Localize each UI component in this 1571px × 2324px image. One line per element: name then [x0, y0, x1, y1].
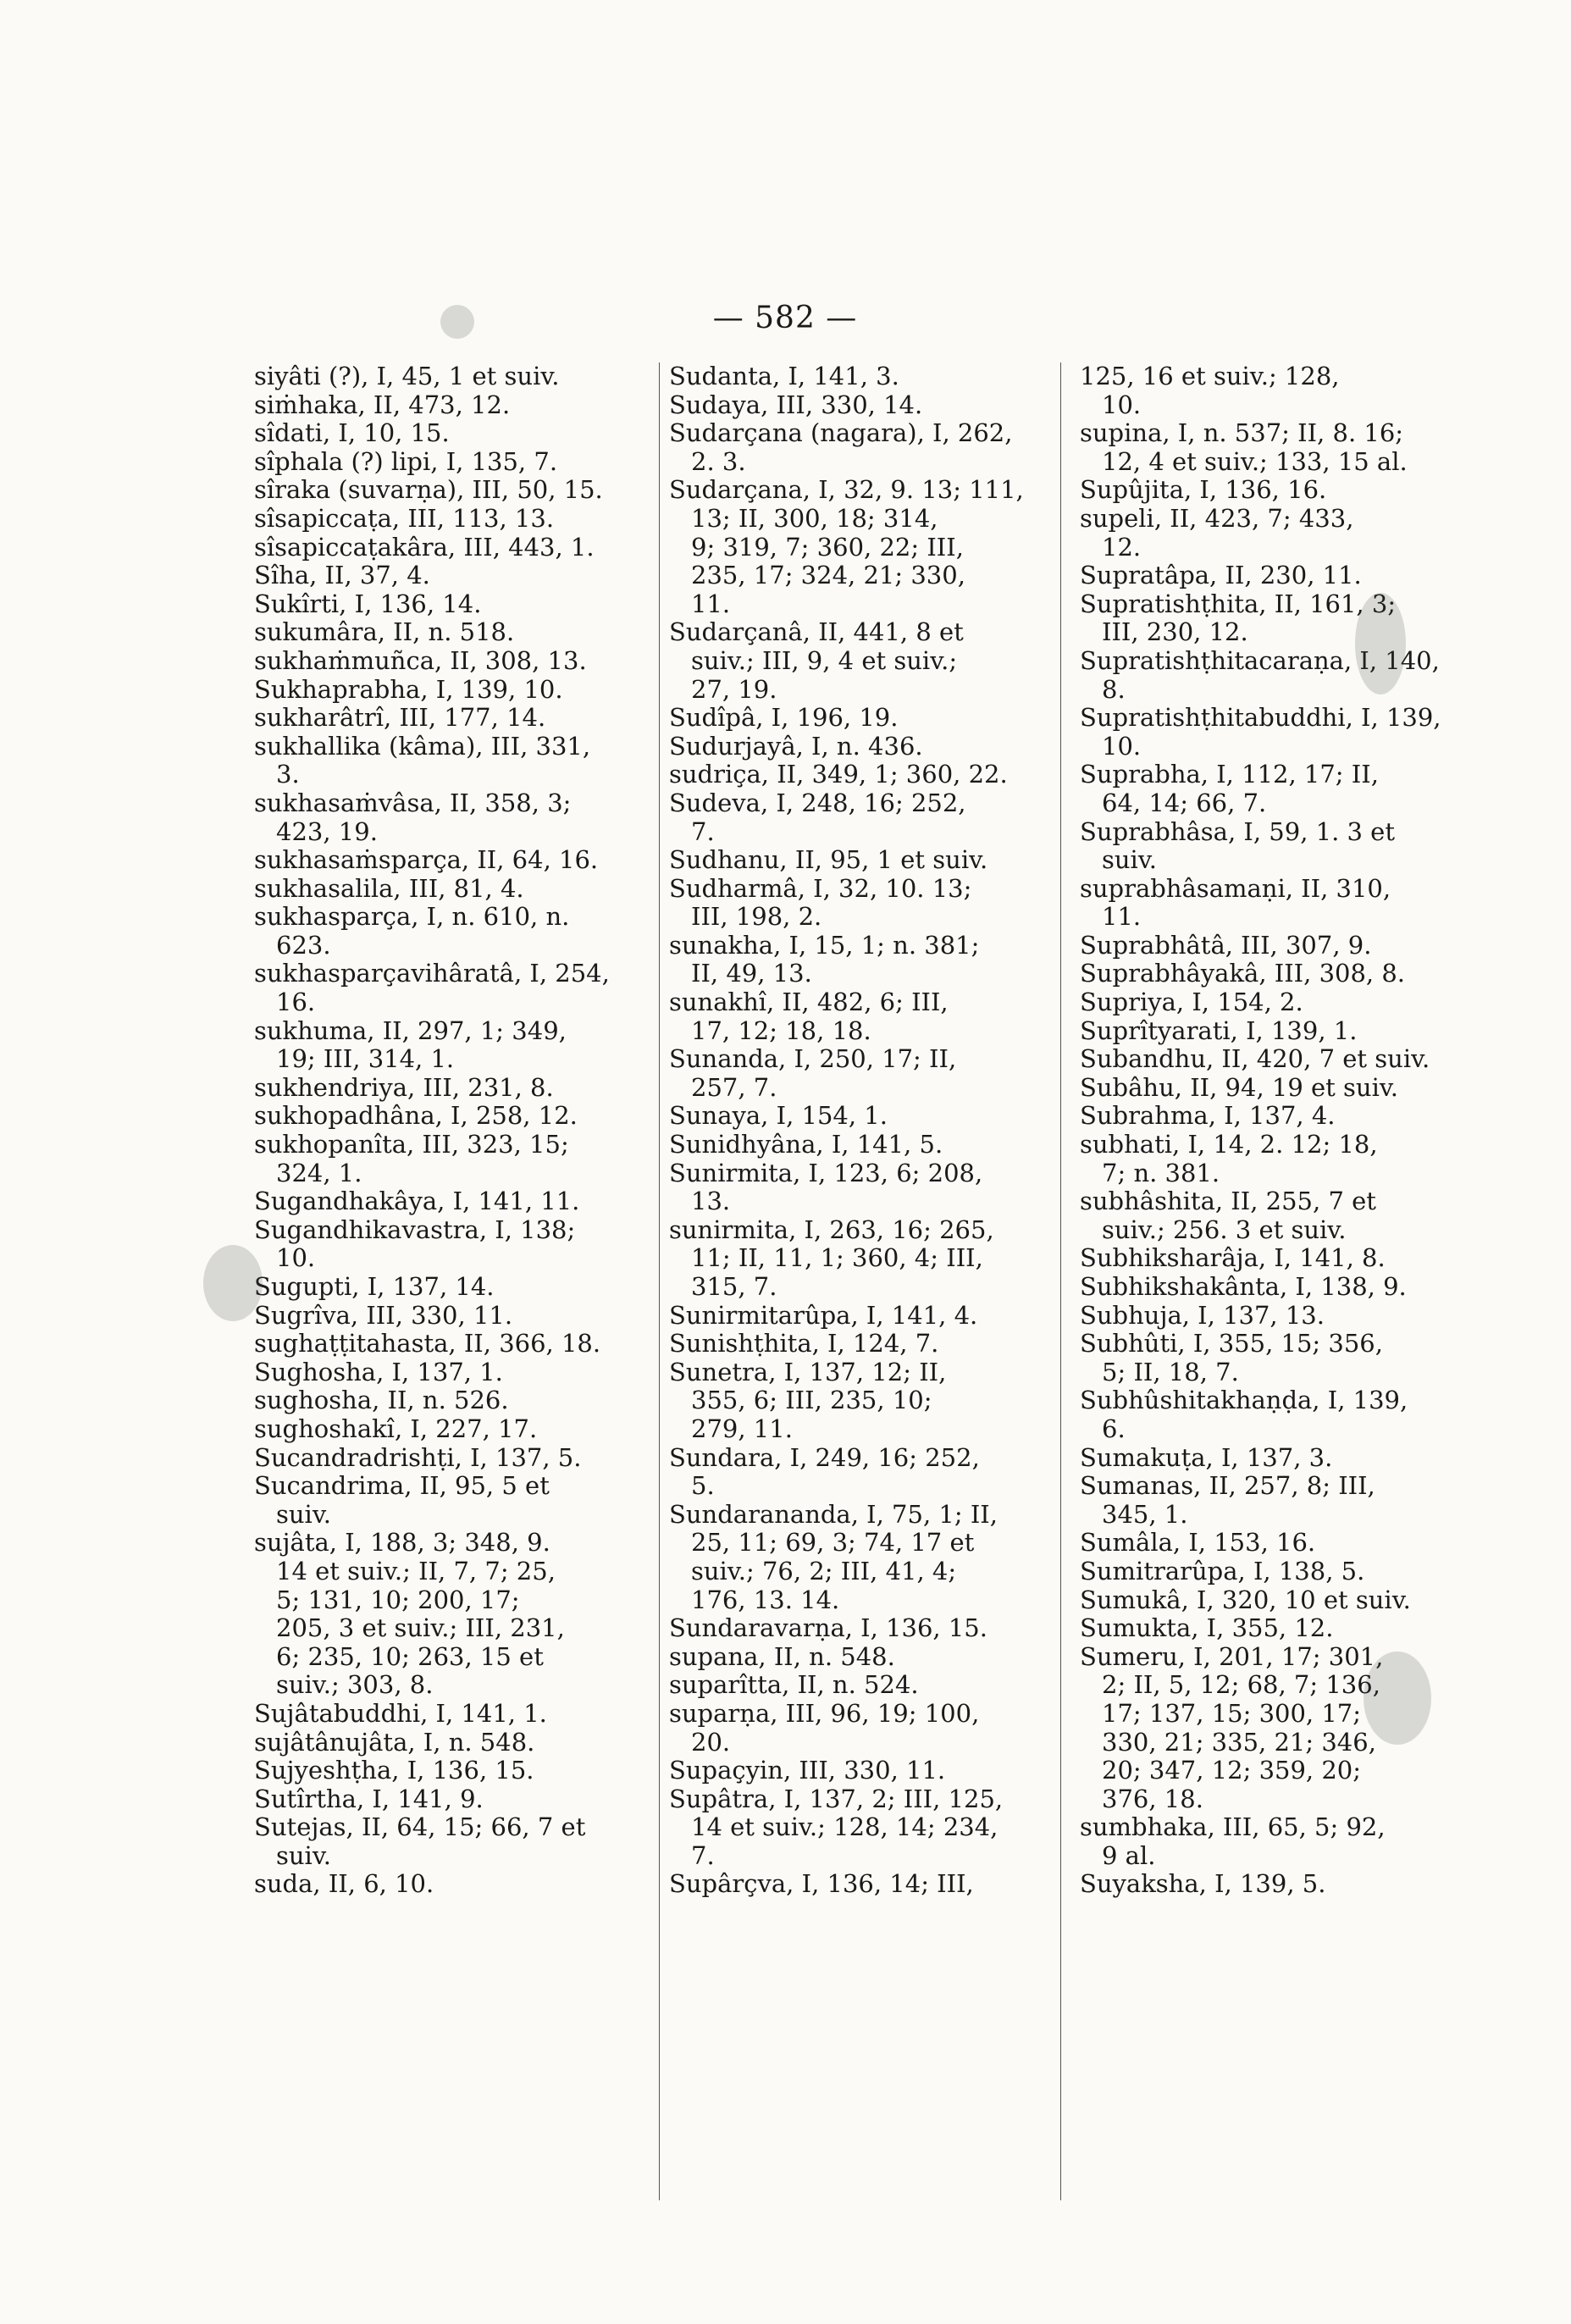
entry-continuation: 355, 6; III, 235, 10; [691, 1386, 932, 1415]
index-entry [1080, 1017, 1444, 1046]
entry-continuation: 345, 1. [1102, 1499, 1188, 1529]
index-entry [669, 1045, 1067, 1102]
index-entry [254, 419, 652, 448]
index-entry [254, 1187, 652, 1216]
index-entry [1080, 1131, 1444, 1187]
index-entry [254, 647, 652, 676]
index-entry [254, 476, 652, 505]
index-entry [254, 1302, 652, 1331]
index-entry [254, 1757, 652, 1785]
entry-text: Sunanda, I, 250, 17; II, [669, 1044, 957, 1074]
index-entry [254, 1386, 652, 1415]
page-number: — 582 — [712, 301, 858, 335]
index-entry [1080, 988, 1444, 1017]
index-entry [254, 875, 652, 904]
entry-text: sukhendriya, III, 231, 8. [254, 1072, 554, 1102]
entry-text: Sundaravarṇa, I, 136, 15. [669, 1613, 987, 1643]
entry-text: Subhuja, I, 137, 13. [1080, 1300, 1325, 1330]
entry-continuation: 14 et suiv.; 128, 14; 234, [691, 1812, 998, 1842]
index-entry [1080, 362, 1444, 419]
entry-continuation: 10. [276, 1243, 316, 1273]
entry-continuation: suiv. [1102, 845, 1157, 875]
entry-text: Sumâla, I, 153, 16. [1080, 1528, 1316, 1558]
entry-text: suparṇa, III, 96, 19; 100, [669, 1698, 980, 1728]
index-entry [254, 505, 652, 534]
entry-continuation: 7; n. 381. [1102, 1158, 1220, 1187]
entry-continuation: 27, 19. [691, 674, 777, 704]
index-entry [1080, 1302, 1444, 1331]
index-entry [669, 761, 1067, 789]
index-entry [669, 846, 1067, 875]
entry-text: suda, II, 6, 10. [254, 1869, 434, 1899]
index-entry [254, 1273, 652, 1302]
index-entry [669, 932, 1067, 988]
entry-continuation: 64, 14; 66, 7. [1102, 788, 1267, 817]
entry-text: Sutejas, II, 64, 15; 66, 7 et [254, 1812, 586, 1842]
index-entry [669, 1444, 1067, 1501]
entry-text: Subhûti, I, 355, 15; 356, [1080, 1329, 1383, 1358]
entry-text: Suprabhâtâ, III, 307, 9. [1080, 930, 1372, 960]
entry-continuation: 11. [691, 589, 731, 618]
index-entry [254, 562, 652, 590]
entry-text: Sujyeshṭha, I, 136, 15. [254, 1756, 534, 1785]
entry-text: sukhasalila, III, 81, 4. [254, 873, 524, 903]
entry-text: Sudurjayâ, I, n. 436. [669, 731, 923, 761]
entry-text: sughoshakî, I, 227, 17. [254, 1414, 538, 1443]
index-entry [254, 1017, 652, 1074]
entry-continuation: 5; 131, 10; 200, 17; [276, 1585, 520, 1614]
entry-text: Sumeru, I, 201, 17; 301, [1080, 1641, 1384, 1671]
index-entry [254, 1870, 652, 1899]
index-entry [669, 391, 1067, 420]
index-entry [669, 1671, 1067, 1700]
entry-text: Sumakuṭa, I, 137, 3. [1080, 1442, 1333, 1472]
index-entry [669, 1159, 1067, 1216]
entry-text: Sudaya, III, 330, 14. [669, 390, 923, 419]
entry-text: sukhasparçavihâratâ, I, 254, [254, 959, 610, 988]
entry-continuation: III, 230, 12. [1102, 617, 1248, 647]
index-entry [254, 362, 652, 391]
entry-text: Sundara, I, 249, 16; 252, [669, 1442, 980, 1472]
entry-text: Supratâpa, II, 230, 11. [1080, 561, 1362, 590]
entry-text: Sudarçana, I, 32, 9. 13; 111, [669, 475, 1024, 505]
entry-text: subhati, I, 14, 2. 12; 18, [1080, 1130, 1378, 1159]
entry-text: Subandhu, II, 420, 7 et suiv. [1080, 1044, 1430, 1074]
index-entry [669, 704, 1067, 733]
index-entry [669, 1102, 1067, 1131]
column-divider [659, 362, 660, 2200]
index-entry [1080, 875, 1444, 932]
index-entry [1080, 1386, 1444, 1443]
entry-continuation: 7. [691, 1840, 715, 1870]
entry-text: sîsapiccaṭa, III, 113, 13. [254, 503, 555, 533]
entry-continuation: suiv.; III, 9, 4 et suiv.; [691, 645, 958, 675]
entry-continuation: 2; II, 5, 12; 68, 7; 136, [1102, 1670, 1380, 1700]
entry-continuation: 2. 3. [691, 446, 746, 476]
index-entry [254, 1131, 652, 1187]
entry-text: sukharâtrî, III, 177, 14. [254, 703, 546, 733]
index-entry [254, 1472, 652, 1529]
index-entry [1080, 1273, 1444, 1302]
index-entry [1080, 1102, 1444, 1131]
index-entry [254, 1102, 652, 1131]
entry-text: Sundarananda, I, 75, 1; II, [669, 1499, 998, 1529]
entry-text: sîdati, I, 10, 15. [254, 418, 450, 448]
entry-text: Sudanta, I, 141, 3. [669, 362, 899, 390]
entry-continuation: 8. [1102, 674, 1126, 704]
entry-text: Subâhu, II, 94, 19 et suiv. [1080, 1072, 1399, 1102]
index-entry [254, 391, 652, 420]
index-entry [1080, 562, 1444, 590]
index-entry [254, 960, 652, 1016]
entry-text: sukhopadhâna, I, 258, 12. [254, 1101, 578, 1131]
entry-text: sujâtânujâta, I, n. 548. [254, 1727, 535, 1757]
entry-text: sukhaṁmuñca, II, 308, 13. [254, 645, 587, 675]
index-entry [669, 875, 1067, 932]
entry-text: Sunishṭhita, I, 124, 7. [669, 1329, 939, 1358]
entry-continuation: II, 49, 13. [691, 959, 812, 988]
scan-speck [1364, 1652, 1431, 1745]
index-entry [254, 618, 652, 647]
entry-text: Sunidhyâna, I, 141, 5. [669, 1130, 943, 1159]
entry-text: Sucandradrishṭi, I, 137, 5. [254, 1442, 582, 1472]
entry-text: Sudhanu, II, 95, 1 et suiv. [669, 845, 988, 875]
index-entry [1080, 932, 1444, 960]
entry-continuation: 20. [691, 1727, 731, 1757]
entry-text: sîraka (suvarṇa), III, 50, 15. [254, 475, 603, 505]
index-entry [254, 590, 652, 619]
entry-text: Sudîpâ, I, 196, 19. [669, 703, 899, 733]
entry-continuation: 11; II, 11, 1; 360, 4; III, [691, 1243, 983, 1273]
index-entry [1080, 1813, 1444, 1870]
entry-text: Supratishṭhitabuddhi, I, 139, [1080, 703, 1441, 733]
entry-continuation: 13. [691, 1187, 731, 1216]
entry-continuation: 3. [276, 760, 300, 789]
index-entry [254, 1529, 652, 1700]
entry-continuation: 324, 1. [276, 1158, 362, 1187]
index-entry [669, 1870, 1067, 1899]
entry-text: Subrahma, I, 137, 4. [1080, 1101, 1336, 1131]
entry-continuation: III, 198, 2. [691, 902, 822, 932]
entry-text: Subhûshitakhaṇḍa, I, 139, [1080, 1386, 1408, 1415]
index-entry [669, 1643, 1067, 1672]
entry-text: Subhiksharâja, I, 141, 8. [1080, 1243, 1386, 1273]
entry-text: sukhallika (kâma), III, 331, [254, 731, 591, 761]
index-entry [254, 676, 652, 705]
entry-continuation: 6. [1102, 1414, 1126, 1443]
entry-text: supeli, II, 423, 7; 433, [1080, 503, 1354, 533]
index-entry [254, 1444, 652, 1473]
index-entry [669, 1330, 1067, 1358]
entry-text: Suprîtyarati, I, 139, 1. [1080, 1015, 1358, 1045]
entry-text: sughaṭṭitahasta, II, 366, 18. [254, 1329, 601, 1358]
entry-continuation: 20; 347, 12; 359, 20; [1102, 1756, 1362, 1785]
index-entry [669, 1131, 1067, 1159]
entry-text: Suprabhâyakâ, III, 308, 8. [1080, 959, 1406, 988]
entry-text: sujâta, I, 188, 3; 348, 9. [254, 1528, 550, 1558]
entry-text: siṁhaka, II, 473, 12. [254, 390, 511, 419]
entry-text: Sunirmitarûpa, I, 141, 4. [669, 1300, 978, 1330]
index-entry [1080, 704, 1444, 761]
entry-text: Sunirmita, I, 123, 6; 208, [669, 1158, 983, 1187]
index-entry [1080, 1187, 1444, 1244]
index-entry [669, 1614, 1067, 1643]
entry-text: sunirmita, I, 263, 16; 265, [669, 1215, 994, 1244]
index-entry [669, 733, 1067, 761]
index-entry [669, 1700, 1067, 1757]
entry-text: Sudharmâ, I, 32, 10. 13; [669, 873, 972, 903]
entry-continuation: 330, 21; 335, 21; 346, [1102, 1727, 1376, 1757]
entry-continuation: 14 et suiv.; II, 7, 7; 25, [276, 1556, 556, 1585]
index-entry [254, 733, 652, 789]
index-entry [669, 1358, 1067, 1444]
entry-continuation: 9; 319, 7; 360, 22; III, [691, 532, 964, 562]
entry-text: sudriça, II, 349, 1; 360, 22. [669, 760, 1008, 789]
entry-continuation: 376, 18. [1102, 1784, 1203, 1813]
entry-text: Sugandhakâya, I, 141, 11. [254, 1187, 580, 1216]
entry-text: Sudarçana (nagara), I, 262, [669, 418, 1013, 448]
scan-speck [1355, 593, 1406, 694]
index-entry [1080, 1074, 1444, 1103]
entry-continuation: 17; 137, 15; 300, 17; [1102, 1698, 1362, 1728]
entry-continuation: suiv.; 256. 3 et suiv. [1102, 1215, 1347, 1244]
entry-continuation: 5; II, 18, 7. [1102, 1357, 1239, 1386]
entry-text: Sunaya, I, 154, 1. [669, 1101, 888, 1131]
entry-text: Sucandrima, II, 95, 5 et [254, 1471, 550, 1501]
entry-text: sukhasaṁvâsa, II, 358, 3; [254, 788, 572, 817]
entry-text: Sumanas, II, 257, 8; III, [1080, 1471, 1375, 1501]
index-entry [669, 1302, 1067, 1331]
index-entry [669, 476, 1067, 618]
entry-continuation: 9 al. [1102, 1840, 1156, 1870]
index-entry [669, 1757, 1067, 1785]
entry-text: Supârçva, I, 136, 14; III, [669, 1869, 974, 1899]
entry-continuation: 13; II, 300, 18; 314, [691, 503, 938, 533]
entry-text: sîsapiccaṭakâra, III, 443, 1. [254, 532, 595, 562]
entry-text: Supaçyin, III, 330, 11. [669, 1756, 946, 1785]
index-entry [254, 1358, 652, 1387]
entry-continuation: 235, 17; 324, 21; 330, [691, 561, 965, 590]
index-entry [254, 1729, 652, 1757]
index-entry [1080, 1529, 1444, 1558]
entry-text: Supâtra, I, 137, 2; III, 125, [669, 1784, 1004, 1813]
entry-text: Sukhaprabha, I, 139, 10. [254, 674, 563, 704]
index-entry [254, 1700, 652, 1729]
index-entry [254, 1813, 652, 1870]
entry-continuation: suiv.; 76, 2; III, 41, 4; [691, 1556, 957, 1585]
entry-continuation: 12. [1102, 532, 1142, 562]
index-entry [254, 1330, 652, 1358]
entry-text: Sugrîva, III, 330, 11. [254, 1300, 513, 1330]
entry-text: suprabhâsamaṇi, II, 310, [1080, 873, 1391, 903]
entry-text: sukhopanîta, III, 323, 15; [254, 1130, 569, 1159]
entry-text: Sudeva, I, 248, 16; 252, [669, 788, 966, 817]
entry-text: Sumukâ, I, 320, 10 et suiv. [1080, 1585, 1411, 1614]
entry-continuation: 12, 4 et suiv.; 133, 15 al. [1102, 446, 1408, 476]
index-entry [1080, 505, 1444, 562]
entry-text: Subhikshakânta, I, 138, 9. [1080, 1272, 1407, 1301]
entry-text: Suprabhâsa, I, 59, 1. 3 et [1080, 816, 1396, 846]
entry-continuation: 623. [276, 930, 331, 960]
entry-continuation: 205, 3 et suiv.; III, 231, [276, 1613, 565, 1643]
entry-text: Sumitrarûpa, I, 138, 5. [1080, 1556, 1365, 1585]
entry-text: 125, 16 et suiv.; 128, [1080, 362, 1340, 390]
entry-continuation: 257, 7. [691, 1072, 777, 1102]
entry-text: sukumâra, II, n. 518. [254, 617, 515, 647]
entry-text: Suprabha, I, 112, 17; II, [1080, 760, 1379, 789]
index-entry [1080, 1614, 1444, 1643]
index-entry [254, 1785, 652, 1814]
index-entry [669, 618, 1067, 704]
entry-continuation: 279, 11. [691, 1414, 793, 1443]
index-entry [1080, 419, 1444, 476]
entry-text: Supûjita, I, 136, 16. [1080, 475, 1327, 505]
index-entry [254, 534, 652, 562]
entry-text: sukhuma, II, 297, 1; 349, [254, 1015, 567, 1045]
entry-text: Suyaksha, I, 139, 5. [1080, 1869, 1326, 1899]
index-entry [669, 789, 1067, 846]
entry-text: Supratishṭhita, II, 161, 3; [1080, 589, 1397, 618]
scan-speck [203, 1245, 263, 1321]
entry-text: Sukîrti, I, 136, 14. [254, 589, 482, 618]
index-entry [254, 903, 652, 960]
entry-continuation: 6; 235, 10; 263, 15 et [276, 1641, 544, 1671]
index-entry [254, 1216, 652, 1273]
index-entry [1080, 1586, 1444, 1615]
entry-continuation: 19; III, 314, 1. [276, 1044, 455, 1074]
entry-continuation: 7. [691, 816, 715, 846]
index-entry [1080, 1330, 1444, 1386]
index-entry [1080, 818, 1444, 875]
entry-continuation: 10. [1102, 390, 1142, 419]
index-entry [254, 846, 652, 875]
entry-text: Sîha, II, 37, 4. [254, 561, 430, 590]
entry-continuation: 17, 12; 18, 18. [691, 1015, 871, 1045]
index-entry [669, 988, 1067, 1045]
entry-continuation: 176, 13. 14. [691, 1585, 840, 1614]
index-entry [1080, 1472, 1444, 1529]
entry-text: Supriya, I, 154, 2. [1080, 988, 1303, 1017]
index-entry [1080, 476, 1444, 505]
index-column-1 [254, 362, 652, 1899]
index-entry [254, 1074, 652, 1103]
entry-text: Sujâtabuddhi, I, 141, 1. [254, 1698, 547, 1728]
entry-text: Sugupti, I, 137, 14. [254, 1272, 495, 1301]
entry-text: Supratishṭhitacaraṇa, I, 140, [1080, 645, 1440, 675]
index-column-2 [669, 362, 1067, 1899]
entry-text: Sunetra, I, 137, 12; II, [669, 1357, 947, 1386]
entry-continuation: 25, 11; 69, 3; 74, 17 et [691, 1528, 975, 1558]
entry-text: sumbhaka, III, 65, 5; 92, [1080, 1812, 1386, 1842]
entry-text: sughosha, II, n. 526. [254, 1386, 509, 1415]
entry-text: supina, I, n. 537; II, 8. 16; [1080, 418, 1404, 448]
entry-continuation: suiv.; 303, 8. [276, 1670, 434, 1700]
index-entry [1080, 1444, 1444, 1473]
index-entry [669, 419, 1067, 476]
index-entry [1080, 1870, 1444, 1899]
entry-text: suparîtta, II, n. 524. [669, 1670, 919, 1700]
index-entry [254, 1415, 652, 1444]
index-entry [1080, 960, 1444, 988]
entry-text: Sughosha, I, 137, 1. [254, 1357, 503, 1386]
index-entry [669, 1216, 1067, 1302]
index-entry [254, 704, 652, 733]
entry-text: Sumukta, I, 355, 12. [1080, 1613, 1334, 1643]
entry-text: Sudarçanâ, II, 441, 8 et [669, 617, 964, 647]
entry-continuation: 315, 7. [691, 1272, 777, 1301]
entry-continuation: 16. [276, 988, 316, 1017]
entry-text: supana, II, n. 548. [669, 1641, 895, 1671]
entry-continuation: 5. [691, 1471, 715, 1501]
entry-text: sunakhî, II, 482, 6; III, [669, 988, 949, 1017]
index-entry [669, 1501, 1067, 1614]
entry-continuation: suiv. [276, 1840, 331, 1870]
scan-speck [440, 305, 474, 339]
index-entry [1080, 761, 1444, 817]
index-entry [254, 448, 652, 477]
index-entry [1080, 1045, 1444, 1074]
entry-continuation: 423, 19. [276, 816, 378, 846]
entry-text: siyâti (?), I, 45, 1 et suiv. [254, 362, 560, 390]
index-entry [669, 1785, 1067, 1871]
index-entry [254, 789, 652, 846]
index-entry [1080, 1244, 1444, 1273]
entry-text: sunakha, I, 15, 1; n. 381; [669, 930, 980, 960]
entry-text: sukhasparça, I, n. 610, n. [254, 902, 570, 932]
entry-continuation: 10. [1102, 731, 1142, 761]
entry-text: sîphala (?) lipi, I, 135, 7. [254, 446, 558, 476]
entry-text: sukhasaṁsparça, II, 64, 16. [254, 845, 599, 875]
index-entry [669, 362, 1067, 391]
entry-text: subhâshita, II, 255, 7 et [1080, 1187, 1376, 1216]
entry-text: Sugandhikavastra, I, 138; [254, 1215, 576, 1244]
index-entry [1080, 1558, 1444, 1586]
entry-text: Sutîrtha, I, 141, 9. [254, 1784, 484, 1813]
entry-continuation: suiv. [276, 1499, 331, 1529]
entry-continuation: 11. [1102, 902, 1142, 932]
